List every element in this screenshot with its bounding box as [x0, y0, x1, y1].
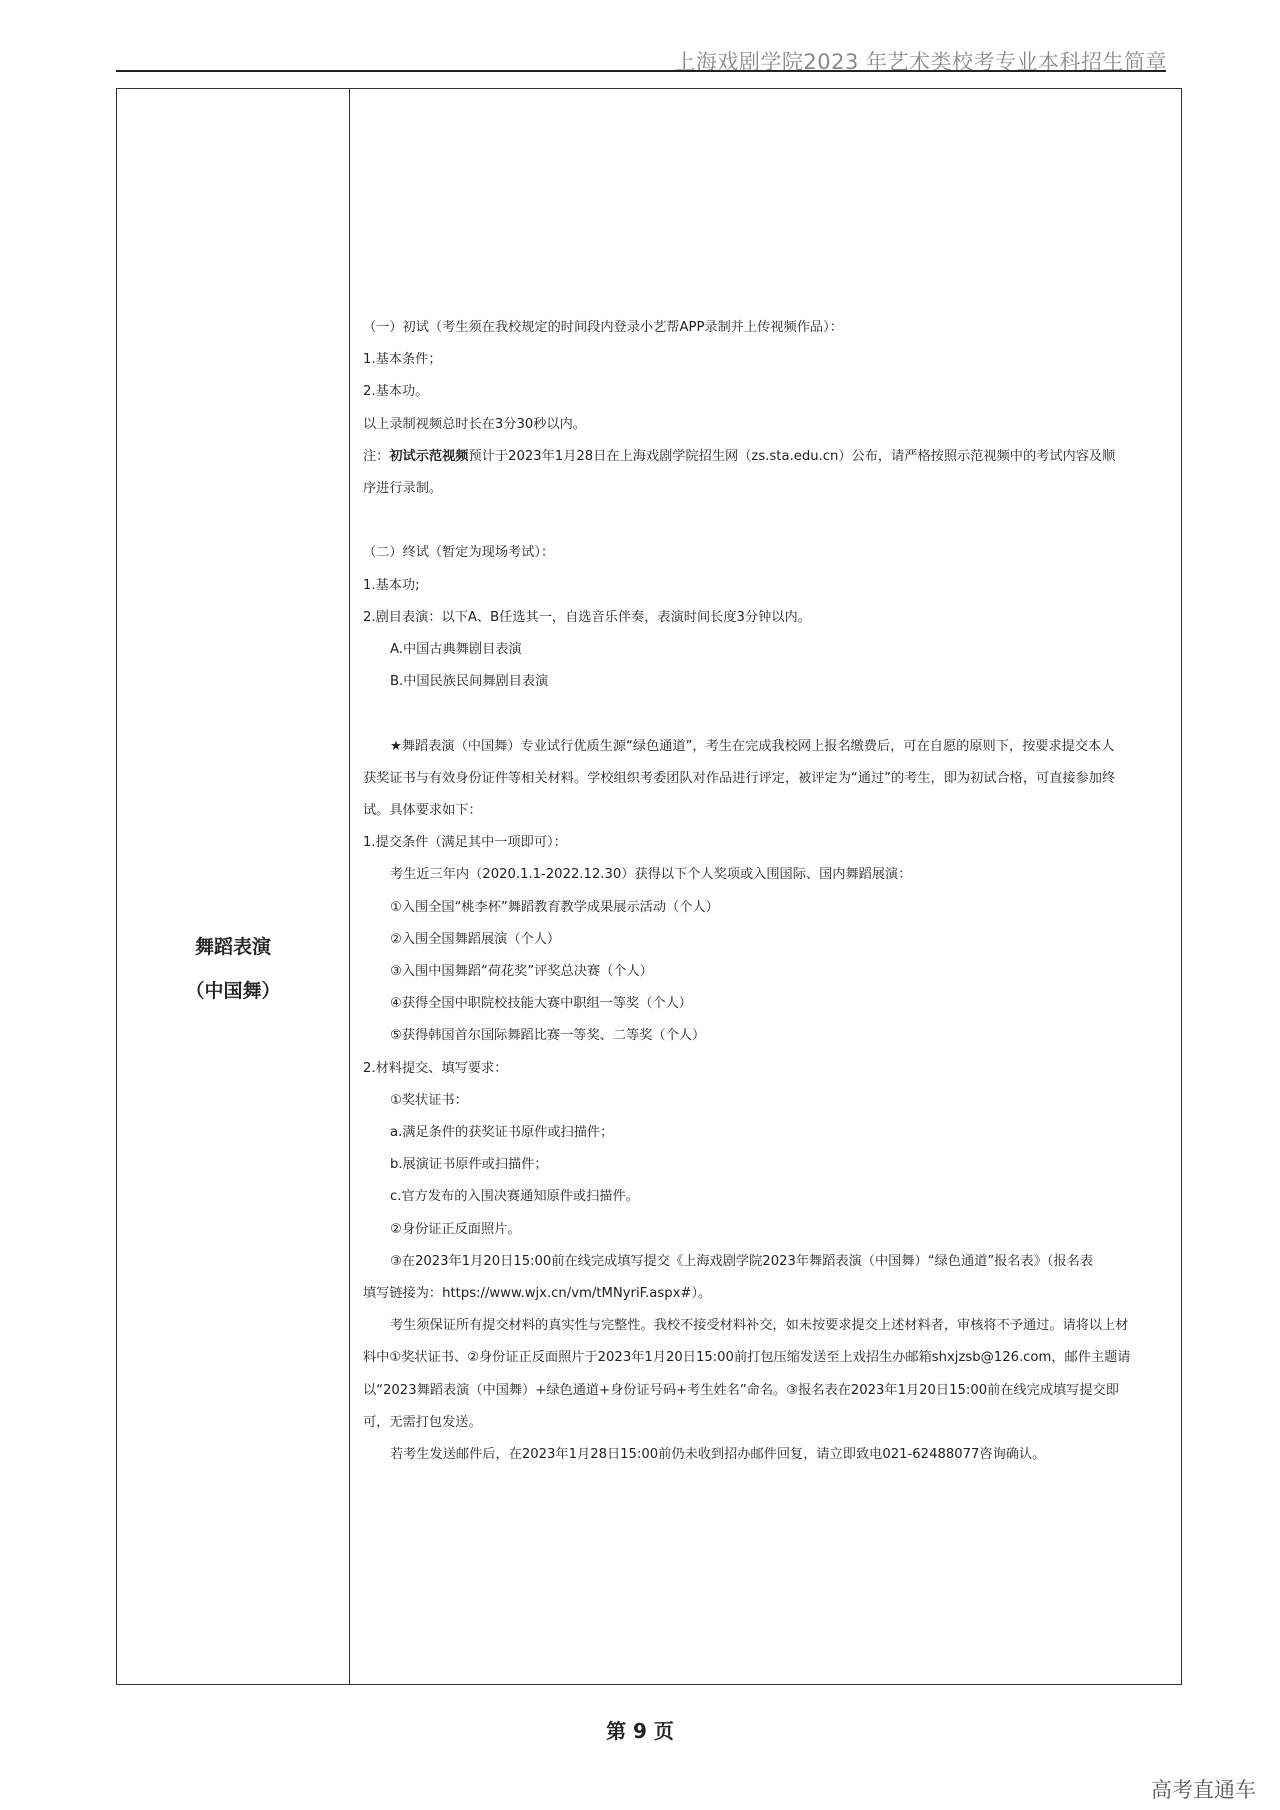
note-text: 预计于2023年1月28日在上海戏剧学院招生网（zs.sta.edu.cn）公布，请严格按照示范视频中的考试内容及顺 — [468, 448, 1116, 464]
text-line: ②入围全国舞蹈展演（个人） — [390, 931, 561, 947]
text-line: 考生须保证所有提交材料的真实性与完整性。我校不接受材料补交，如未按要求提交上述材料者，审核将不予通过。请将以上材 — [390, 1318, 1129, 1334]
text-line: 2.剧目表演：以下A、B任选其一，自选音乐伴奏，表演时间长度3分钟以内。 — [363, 609, 811, 625]
text-line: a.满足条件的获奖证书原件或扫描件； — [390, 1125, 614, 1141]
text-line: 以上录制视频总时长在3分30秒以内。 — [363, 416, 586, 432]
text-line: ①入围全国“桃李杯”舞蹈教育教学成果展示活动（个人） — [390, 899, 719, 915]
text-line: 2.基本功。 — [363, 384, 429, 400]
text-line: 以“2023舞蹈表演（中国舞）+绿色通道+身份证号码+考生姓名”命名。③报名表在2023年1月20日15:00前在线完成填写提交即 — [363, 1382, 1119, 1398]
text-line: 序进行录制。 — [363, 481, 443, 497]
text-line: B.中国民族民间舞剧目表演 — [390, 674, 549, 690]
text-line — [363, 441, 1163, 473]
text-line: ②身份证正反面照片。 — [390, 1221, 521, 1237]
text-line: 料中①奖状证书、②身份证正反面照片于2023年1月20日15:00前打包压缩发送至上戏招生办邮箱shxjzsb@126.com，邮件主题请 — [363, 1350, 1131, 1366]
text-line: 若考生发送邮件后，在2023年1月28日15:00前仍未收到招办邮件回复，请立即致电021-62488077咨询确认。 — [390, 1447, 1046, 1463]
enrollment-table — [116, 88, 1182, 1685]
major-name: 舞蹈表演 — [194, 936, 271, 958]
text-line: ③入围中国舞蹈“荷花奖”评奖总决赛（个人） — [390, 964, 653, 980]
text-line: 可，无需打包发送。 — [363, 1414, 482, 1430]
text-line: （二）终试（暂定为现场考试）： — [363, 545, 555, 561]
text-line: 2.材料提交、填写要求： — [363, 1060, 508, 1076]
text-line: ⑤获得韩国首尔国际舞蹈比赛一等奖、二等奖（个人） — [390, 1028, 706, 1044]
watermark-text: 高考直通车 — [1151, 1778, 1256, 1802]
note-prefix: 注： — [363, 448, 390, 464]
text-line: 1.提交条件（满足其中一项即可）： — [363, 835, 567, 851]
text-line: ④获得全国中职院校技能大赛中职组一等奖（个人） — [390, 996, 692, 1012]
text-line: 1.基本条件； — [363, 352, 442, 368]
spacer — [363, 698, 1163, 730]
spacer — [363, 505, 1163, 537]
text-line: ①奖状证书： — [390, 1092, 468, 1108]
text-line: ★舞蹈表演（中国舞）专业试行优质生源“绿色通道”，考生在完成我校网上报名缴费后，可在自愿的原则下，按要求提交本人 — [390, 738, 1115, 754]
demo-video-emphasis: 初试示范视频 — [389, 448, 469, 464]
page-number: 第 9 页 — [606, 1719, 674, 1743]
column-divider — [349, 89, 350, 1684]
text-line: 1.基本功; — [363, 577, 420, 593]
text-line: 获奖证书与有效身份证件等相关材料。学校组织考委团队对作品进行评定，被评定为“通过”的考生，即为初试合格，可直接参加终 — [363, 770, 1116, 786]
text-line: c.官方发布的入围决赛通知原件或扫描件。 — [390, 1189, 639, 1205]
header-rule — [116, 70, 1166, 72]
text-line: A.中国古典舞剧目表演 — [390, 642, 522, 658]
document-header-title: 上海戏剧学院2023 年艺术类校考专业本科招生简章 — [674, 50, 1167, 74]
text-line: 填写链接为：https://www.wjx.cn/vm/tMNyriF.aspx#）。 — [363, 1286, 712, 1302]
major-name-cell — [117, 925, 349, 1013]
text-line: 考生近三年内（2020.1.1-2022.12.30）获得以下个人奖项或入围国际、国内舞蹈展演： — [390, 867, 912, 883]
text-line: b.展演证书原件或扫描件； — [390, 1157, 548, 1173]
exam-requirements-text — [363, 312, 1163, 1471]
text-line: ③在2023年1月20日15:00前在线完成填写提交《上海戏剧学院2023年舞蹈表演（中国舞）“绿色通道”报名表》（报名表 — [390, 1253, 1094, 1269]
major-subname: （中国舞） — [185, 980, 281, 1002]
text-line: 试。具体要求如下： — [363, 803, 482, 819]
text-line: （一）初试（考生须在我校规定的时间段内登录小艺帮APP录制并上传视频作品）： — [363, 320, 843, 335]
